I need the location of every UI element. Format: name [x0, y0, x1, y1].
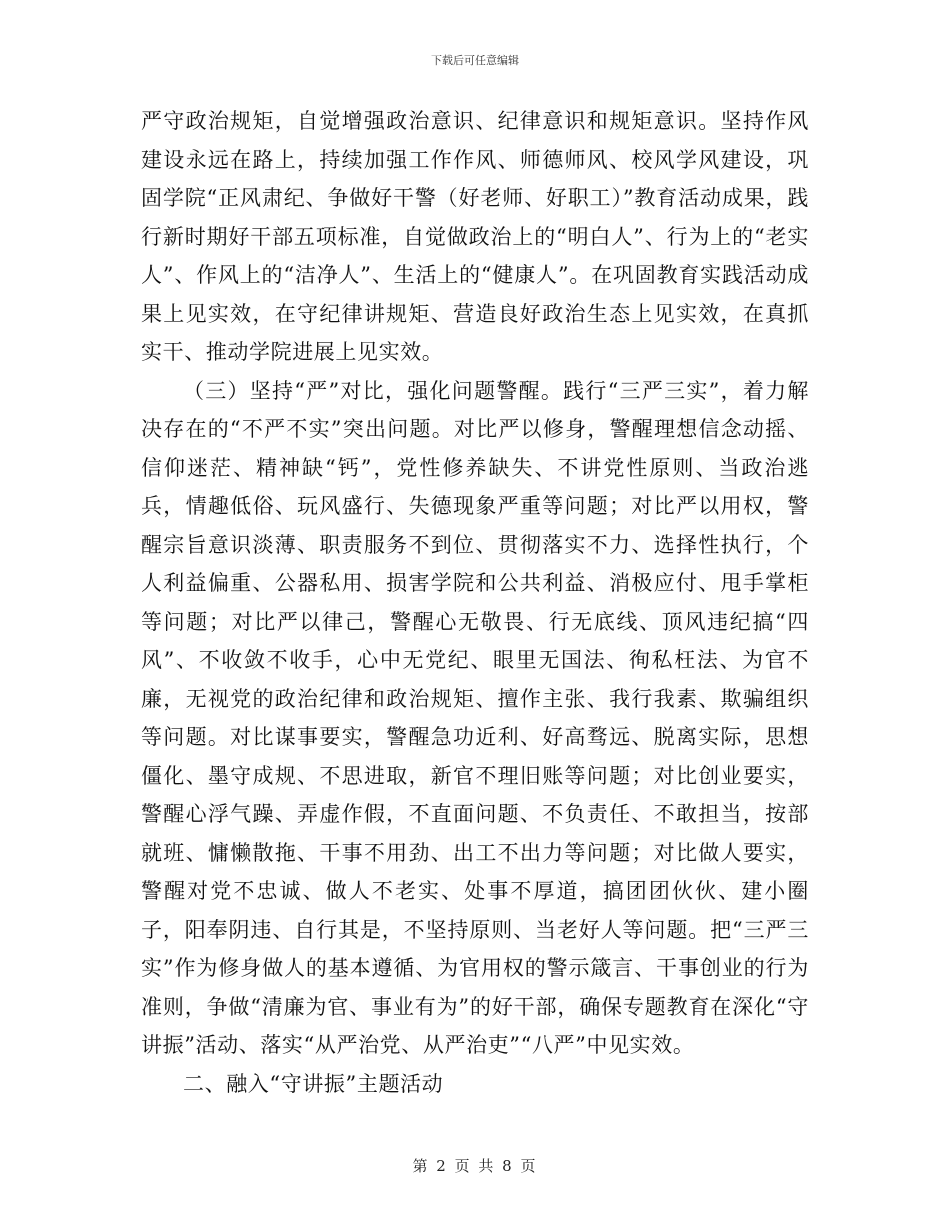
paragraph-continuation: 严守政治规矩，自觉增强政治意识、纪律意识和规矩意识。坚持作风建设永远在路上，持续加强工作作风、师德师风、校风学风建设，巩固学院“正风肃纪、争做好干警（好老师、好职工）”教育活动成果，践行新时期好干部五项标准，自觉做政治上的“明白人”、行为上的“老实人”、作风上的“洁净人”、生活上的“健康人”。在巩固教育实践活动成果上见实效，在守纪律讲规矩、营造良好政治生态上见实效，在真抓实干、推动学院进展上见实效。 [141, 109, 809, 364]
section-heading-two: 二、融入“守讲振”主题活动 [183, 1071, 444, 1096]
page-header: 下载后可任意编辑 [431, 54, 519, 67]
page-number-footer: 第 2 页 共 8 页 [412, 1157, 538, 1175]
document-body [141, 102, 809, 1103]
paragraph-section-three: （三）坚持“严”对比，强化问题警醒。践行“三严三实”，着力解决存在的“不严不实”突出问题。对比严以修身，警醒理想信念动摇、信仰迷茫、精神缺“钙”，党性修养缺失、不讲党性原则、当政治逃兵，情趣低俗、玩风盛行、失德现象严重等问题；对比严以用权，警醒宗旨意识淡薄、职责服务不到位、贯彻落实不力、选择性执行，个人利益偏重、公器私用、损害学院和公共利益、消极应付、甩手掌柜等问题；对比严以律己，警醒心无敬畏、行无底线、顶风违纪搞“四风”、不收敛不收手，心中无党纪、眼里无国法、徇私枉法、为官不廉，无视党的政治纪律和政治规矩、擅作主张、我行我素、欺骗组织等问题。对比谋事要实，警醒急功近利、好高骛远、脱离实际，思想僵化、墨守成规、不思进取，新官不理旧账等问题；对比创业要实，警醒心浮气躁、弄虚作假，不直面问题、不负责任、不敢担当，按部就班、慵懒散拖、干事不用劲、出工不出力等问题；对比做人要实，警醒对党不忠诚、做人不老实、处事不厚道，搞团团伙伙、建小圈子，阳奉阴违、自行其是，不坚持原则、当老好人等问题。把“三严三实”作为修身做人的基本遵循、为官用权的警示箴言、干事创业的行为准则，争做“清廉为官、事业有为”的好干部，确保专题教育在深化“守讲振”活动、落实“从严治党、从严治吏”“八严”中见实效。 [141, 378, 809, 1057]
